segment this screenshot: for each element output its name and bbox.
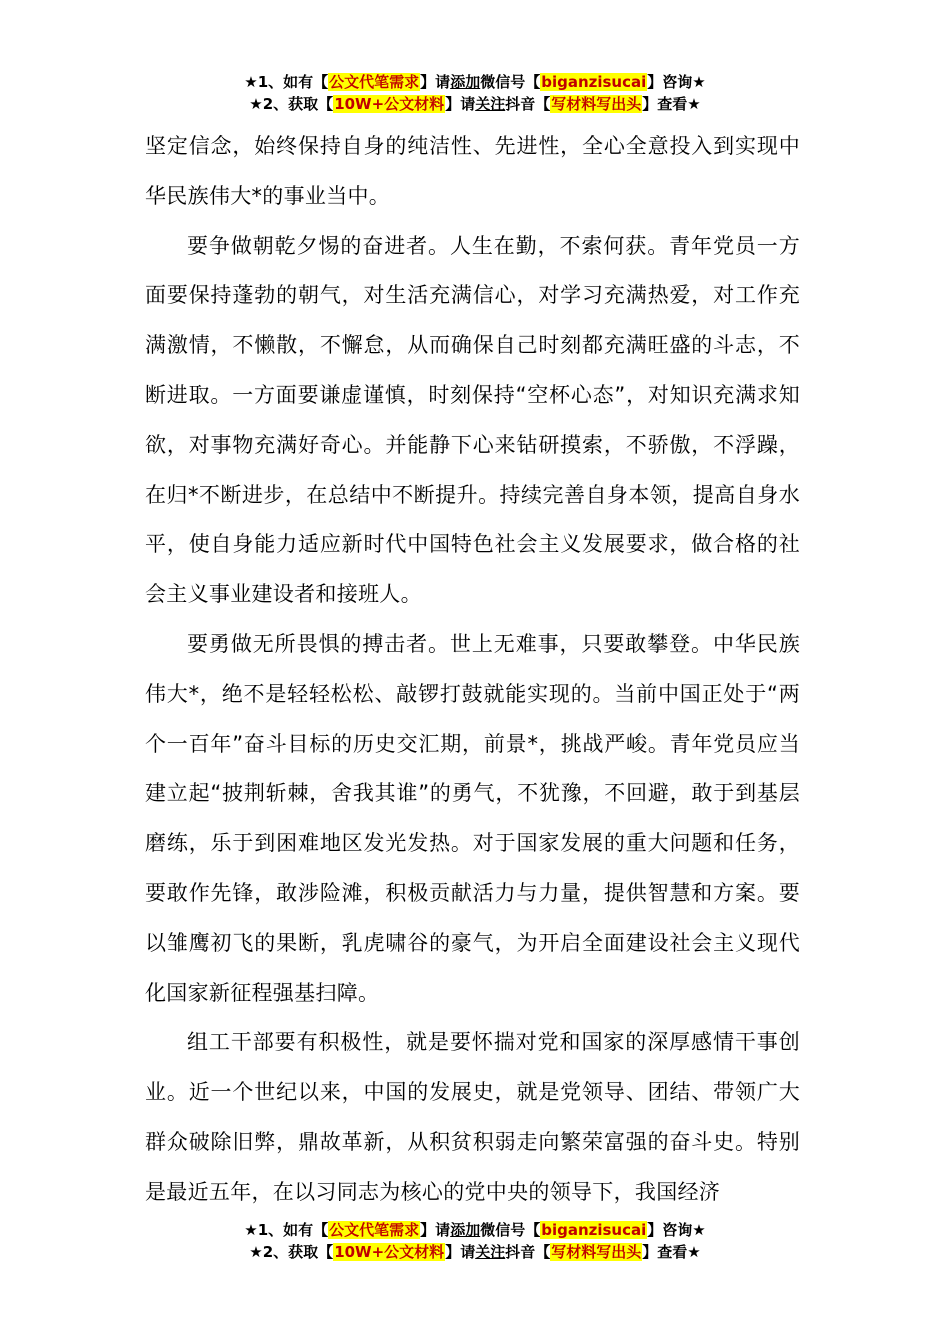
banner-text: 添加 [450,1221,481,1239]
banner-line-2 [0,93,950,115]
banner-line-1 [0,71,950,93]
banner-text: 抖音【 [505,1243,551,1261]
paragraph-3: 要勇做无所畏惧的搏击者。世上无难事，只要敢攀登。中华民族伟大*，绝不是轻轻松松、敲锣打鼓就能实现的。当前中国正处于“两个一百年”奋斗目标的历史交汇期，前景*，挑战严峻。青年党员应当建立起“披荆斩棘，舍我其谁”的勇气，不犹豫，不回避，敢于到基层磨练，乐于到困难地区发光发热。对于国家发展的重大问题和任务，要敢作先锋，敢涉险滩，积极贡献活力与力量，提供智慧和方案。要以雏鹰初飞的果断，乳虎啸谷的豪气，为开启全面建设社会主义现代化国家新征程强基扫障。 [145,631,800,1005]
banner-text: 关注 [475,1243,506,1261]
banner-text: ★2、获取【 [249,95,334,113]
paragraph-2: 要争做朝乾夕惕的奋进者。人生在勤，不索何获。青年党员一方面要保持蓬勃的朝气，对生活充满信心，对学习充满热爱，对工作充满激情，不懒散，不懈怠，从而确保自己时刻都充满旺盛的斗志，不断进取。一方面要谦虚谨慎，时刻保持“空杯心态”，对知识充满求知欲，对事物充满好奇心。并能静下心来钻研摸索，不骄傲，不浮躁，在归*不断进步，在总结中不断提升。持续完善自身本领，提高自身水平，使自身能力适应新时代中国特色社会主义发展要求，做合格的社会主义事业建设者和接班人。 [145,233,800,607]
highlight-wechat-id: biganzisucai [541,73,647,91]
banner-line-2 [0,1241,950,1263]
banner-text: ★1、如有【 [244,1221,329,1239]
banner-text: 关注 [475,95,506,113]
banner-text: 】请 [445,1243,476,1261]
footer-banner [0,1219,950,1263]
banner-text: ★2、获取【 [249,1243,334,1261]
banner-text: 】咨询★ [647,73,706,91]
banner-line-1 [0,1219,950,1241]
banner-text: ★1、如有【 [244,73,329,91]
banner-text: 】请 [420,1221,451,1239]
banner-text: 抖音【 [505,95,551,113]
banner-text: 】咨询★ [647,1221,706,1239]
highlight-wechat-id: biganzisucai [541,1221,647,1239]
banner-text: 】请 [420,73,451,91]
header-banner [0,71,950,115]
highlight-douyin: 写材料写出头 [551,1243,642,1261]
paragraph-1: 坚定信念，始终保持自身的纯洁性、先进性，全心全意投入到实现中华民族伟大*的事业当中。 [145,134,800,208]
highlight-materials: 10W+公文材料 [334,1243,445,1261]
banner-text: 】查看★ [642,1243,701,1261]
highlight-materials: 10W+公文材料 [334,95,445,113]
banner-text: 】请 [445,95,476,113]
highlight-service: 公文代笔需求 [329,73,420,91]
document-body [145,122,800,1218]
paragraph-4: 组工干部要有积极性，就是要怀揣对党和国家的深厚感情干事创业。近一个世纪以来，中国的发展史，就是党领导、团结、带领广大群众破除旧弊，鼎故革新，从积贫积弱走向繁荣富强的奋斗史。特别是最近五年，在以习同志为核心的党中央的领导下，我国经济 [145,1030,800,1204]
banner-text: 微信号【 [480,1221,541,1239]
banner-text: 微信号【 [480,73,541,91]
highlight-douyin: 写材料写出头 [551,95,642,113]
banner-text: 添加 [450,73,481,91]
highlight-service: 公文代笔需求 [329,1221,420,1239]
banner-text: 】查看★ [642,95,701,113]
